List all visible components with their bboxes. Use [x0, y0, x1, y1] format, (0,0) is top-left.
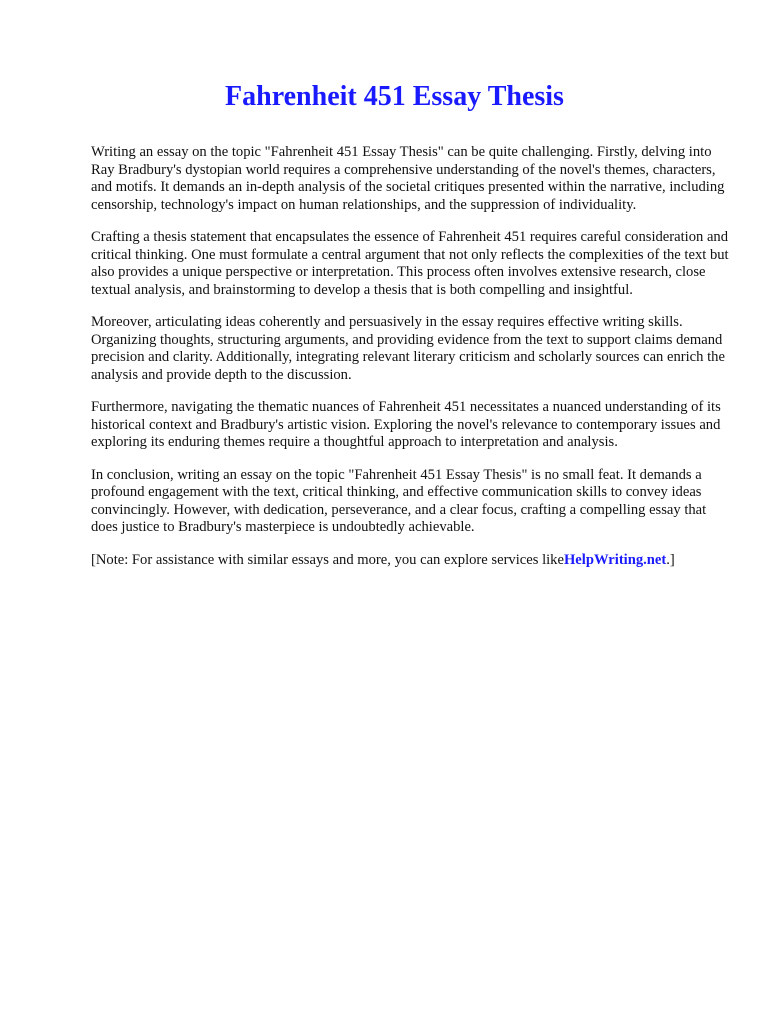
note-prefix: [Note: For assistance with similar essays and more, you can explore services like [91, 551, 564, 568]
note-paragraph [91, 552, 731, 570]
paragraph-1: Writing an essay on the topic "Fahrenheit 451 Essay Thesis" can be quite challenging. Firstly, delving into Ray Bradbury's dystopian world requires a comprehensive understanding of the novel's themes, characters, and motifs. It demands an in-depth analysis of the societal critiques presented within the narrative, including censorship, technology's impact on human relationships, and the suppression of individuality. [91, 144, 725, 213]
helpwriting-link[interactable]: HelpWriting.net [563, 551, 667, 568]
paragraph-5: In conclusion, writing an essay on the topic "Fahrenheit 451 Essay Thesis" is no small feat. It demands a profound engagement with the text, critical thinking, and effective communication skills to convey ideas convincingly. However, with dedication, perseverance, and a clear focus, crafting a compelling essay that does justice to Bradbury's masterpiece is undoubtedly achievable. [91, 466, 707, 535]
paragraph-4: Furthermore, navigating the thematic nuances of Fahrenheit 451 necessitates a nuanced understanding of its historical context and Bradbury's artistic vision. Exploring the novel's relevance to contemporary issues and exploring its enduring themes require a thoughtful approach to interpretation and analysis. [91, 399, 721, 450]
document-title: Fahrenheit 451 Essay Thesis [225, 81, 564, 112]
note-suffix: .] [666, 551, 675, 568]
paragraph-2: Crafting a thesis statement that encapsulates the essence of Fahrenheit 451 requires careful consideration and critical thinking. One must formulate a central argument that not only reflects the complexities of the text but also provides a unique perspective or interpretation. This process often involves extensive research, close textual analysis, and brainstorming to develop a thesis that is both compelling and insightful. [91, 229, 729, 298]
paragraph-3: Moreover, articulating ideas coherently and persuasively in the essay requires effective writing skills. Organizing thoughts, structuring arguments, and providing evidence from the text to support claims demand precision and clarity. Additionally, integrating relevant literary criticism and scholarly sources can enrich the analysis and provide depth to the discussion. [91, 314, 725, 383]
